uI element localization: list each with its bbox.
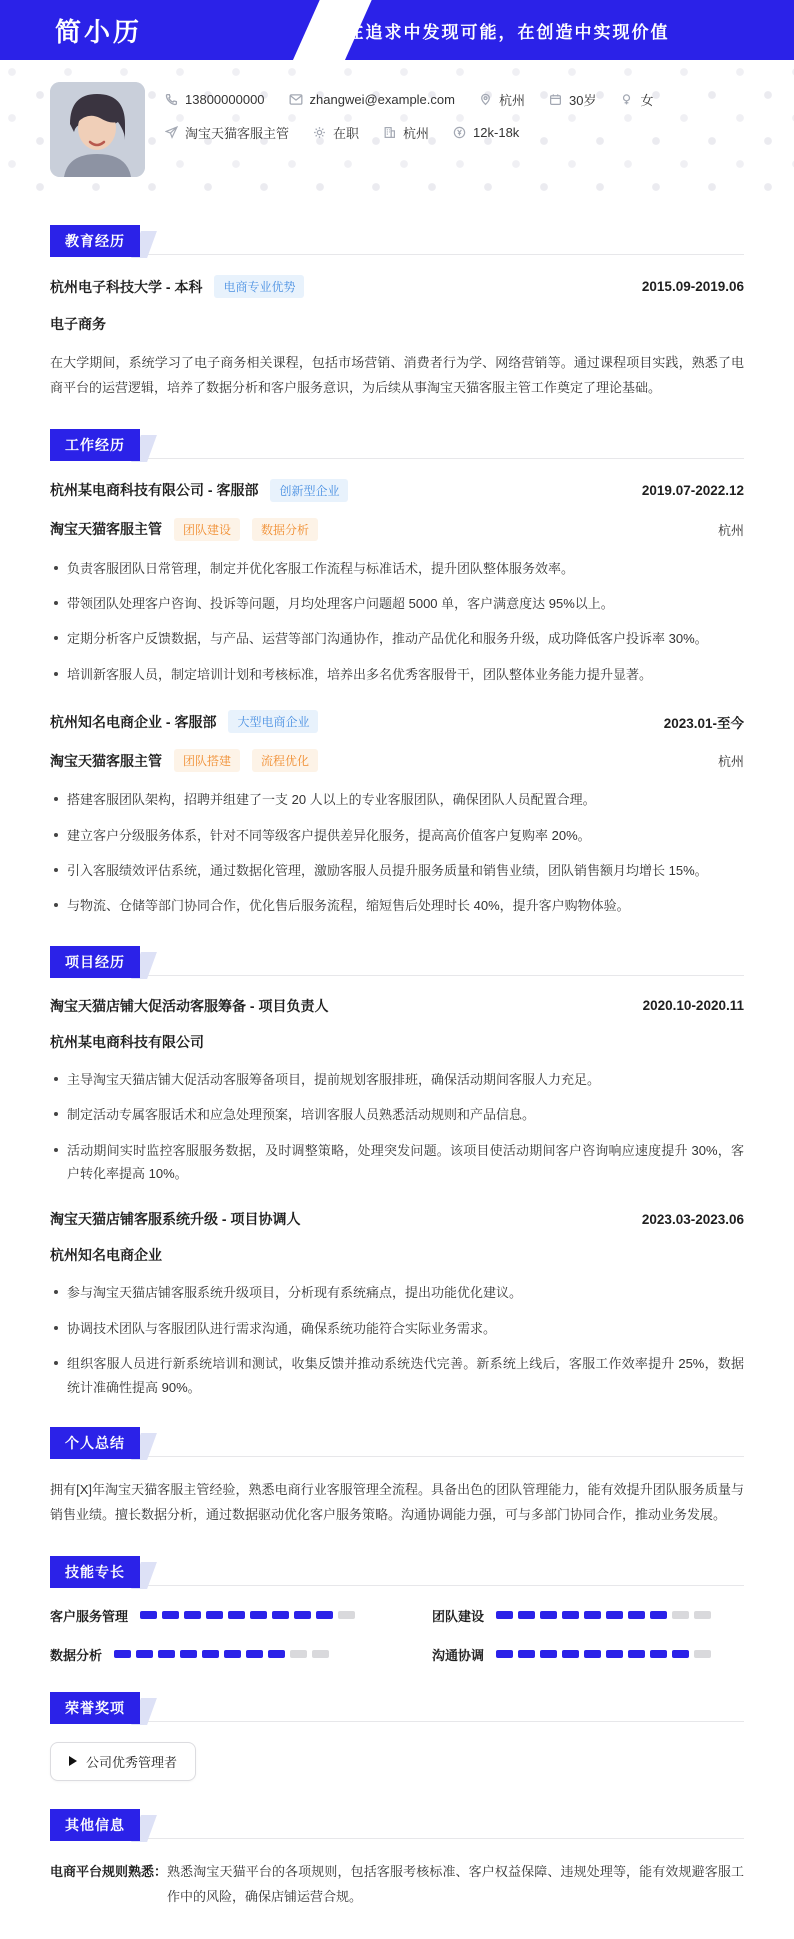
company-tag: 大型电商企业 bbox=[228, 710, 318, 733]
company-name: 杭州某电商科技有限公司 - 客服部 bbox=[50, 482, 259, 499]
honor-label: 公司优秀管理者 bbox=[86, 1754, 178, 1770]
top-banner bbox=[0, 0, 794, 60]
section-title: 工作经历 bbox=[50, 429, 140, 461]
location-field bbox=[479, 90, 525, 109]
section-title: 技能专长 bbox=[50, 1556, 140, 1588]
role-tag: 数据分析 bbox=[252, 518, 318, 541]
skill-item bbox=[432, 1645, 744, 1664]
section-header bbox=[50, 1556, 744, 1586]
project-date: 2023.03-2023.06 bbox=[641, 1211, 744, 1227]
profile-band bbox=[0, 60, 794, 197]
avatar-photo bbox=[50, 82, 145, 177]
skill-name: 团队建设 bbox=[432, 1608, 485, 1624]
job-status-field bbox=[313, 123, 359, 142]
project-bullets bbox=[50, 1068, 744, 1186]
bullet-item: 带领团队处理客户咨询、投诉等问题，月均处理客户问题超 5000 单，客户满意度达 95%以上。 bbox=[50, 592, 744, 615]
phone-icon bbox=[165, 93, 178, 106]
brand-tagline: 在追求中发现可能，在创造中实现价值 bbox=[346, 22, 670, 42]
work-entry bbox=[50, 710, 744, 918]
age-field bbox=[549, 90, 596, 109]
other-info-label: 电商平台规则熟悉： bbox=[50, 1863, 168, 1879]
section-header bbox=[50, 1427, 744, 1457]
project-date: 2020.10-2020.11 bbox=[642, 998, 744, 1014]
project-company: 杭州知名电商企业 bbox=[50, 1247, 162, 1264]
honor-badge bbox=[50, 1742, 196, 1781]
company-name: 杭州知名电商企业 - 客服部 bbox=[50, 713, 217, 730]
work-bullets bbox=[50, 788, 744, 918]
job-status-value: 在职 bbox=[333, 126, 360, 141]
bullet-item: 负责客服团队日常管理，制定并优化客服工作流程与标准话术，提升团队整体服务效率。 bbox=[50, 557, 744, 580]
section-honors bbox=[50, 1692, 744, 1781]
play-triangle-icon bbox=[69, 1756, 77, 1766]
bullet-item: 制定活动专属客服话术和应急处理预案，培训客服人员熟悉活动规则和产品信息。 bbox=[50, 1103, 744, 1126]
project-name: 淘宝天猫店铺客服系统升级 - 项目协调人 bbox=[50, 1211, 301, 1228]
bullet-item: 建立客户分级服务体系，针对不同等级客户提供差异化服务，提高高价值客户复购率 20%。 bbox=[50, 824, 744, 847]
role-title: 淘宝天猫客服主管 bbox=[50, 752, 162, 769]
email-value: zhangwei@example.com bbox=[309, 92, 455, 107]
work-entry bbox=[50, 479, 744, 687]
role-tag: 团队建设 bbox=[174, 518, 240, 541]
salary-icon bbox=[453, 126, 466, 139]
summary-text: 拥有[X]年淘宝天猫客服主管经验，熟悉电商行业客服管理全流程。具备出色的团队管理能力，能有效提升团队服务质量与销售业绩。擅长数据分析，通过数据驱动优化客户服务策略。沟通协调能力强，可与多部门协同合作，推动业务发展。 bbox=[50, 1481, 744, 1523]
role-tag: 流程优化 bbox=[252, 749, 318, 772]
section-title: 项目经历 bbox=[50, 946, 140, 978]
gender-icon bbox=[620, 93, 633, 106]
email-icon bbox=[289, 93, 303, 106]
other-info-text: 熟悉淘宝天猫平台的各项规则，包括客服考核标准、客户权益保障、违规处理等，能有效规避客服工作中的风险，确保店铺运营合规。 bbox=[167, 1863, 744, 1904]
education-tag: 电商专业优势 bbox=[214, 275, 304, 298]
skill-bar bbox=[140, 1611, 355, 1619]
project-name: 淘宝天猫店铺大促活动客服筹备 - 项目负责人 bbox=[50, 997, 329, 1014]
project-bullets bbox=[50, 1281, 744, 1399]
city-field bbox=[383, 123, 429, 142]
section-skills bbox=[50, 1556, 744, 1664]
skill-item bbox=[50, 1606, 362, 1625]
phone-value: 13800000000 bbox=[185, 92, 265, 107]
section-title: 个人总结 bbox=[50, 1427, 140, 1459]
job-title-value: 淘宝天猫客服主管 bbox=[185, 126, 290, 141]
section-header bbox=[50, 225, 744, 255]
skill-bar bbox=[496, 1650, 711, 1658]
company-tag: 创新型企业 bbox=[270, 479, 348, 502]
role-tag: 团队搭建 bbox=[174, 749, 240, 772]
bullet-item: 定期分析客户反馈数据，与产品、运营等部门沟通协作，推动产品优化和服务升级，成功降低客户投诉率 30%。 bbox=[50, 627, 744, 650]
work-location: 杭州 bbox=[717, 754, 744, 770]
role-title: 淘宝天猫客服主管 bbox=[50, 521, 162, 538]
skill-name: 数据分析 bbox=[50, 1647, 103, 1663]
section-projects bbox=[50, 946, 744, 1399]
section-summary bbox=[50, 1427, 744, 1528]
section-header bbox=[50, 429, 744, 459]
status-gear-icon bbox=[313, 126, 326, 139]
skill-name: 客户服务管理 bbox=[50, 1608, 129, 1624]
brand-logo: 简小历 bbox=[55, 16, 143, 47]
work-date: 2019.07-2022.12 bbox=[641, 482, 744, 498]
project-entry bbox=[50, 996, 744, 1186]
project-entry bbox=[50, 1209, 744, 1399]
salary-field bbox=[453, 125, 519, 140]
section-header bbox=[50, 1809, 744, 1839]
building-icon bbox=[383, 126, 396, 139]
contact-info bbox=[165, 82, 677, 177]
section-education bbox=[50, 225, 744, 401]
skill-item bbox=[50, 1645, 362, 1664]
bullet-item: 参与淘宝天猫店铺客服系统升级项目，分析现有系统痛点，提出功能优化建议。 bbox=[50, 1281, 744, 1304]
other-info-row bbox=[50, 1859, 744, 1910]
location-pin-icon bbox=[479, 93, 492, 106]
section-title: 其他信息 bbox=[50, 1809, 140, 1841]
skills-grid bbox=[50, 1606, 744, 1664]
bullet-item: 主导淘宝天猫店铺大促活动客服筹备项目，提前规划客服排班，确保活动期间客服人力充足。 bbox=[50, 1068, 744, 1091]
bullet-item: 组织客服人员进行新系统培训和测试，收集反馈并推动系统迭代完善。新系统上线后，客服工作效率提升 25%，数据统计准确性提高 90%。 bbox=[50, 1352, 744, 1399]
phone-field bbox=[165, 92, 265, 107]
skill-bar bbox=[496, 1611, 711, 1619]
work-location: 杭州 bbox=[717, 522, 744, 538]
bullet-item: 与物流、仓储等部门协同合作，优化售后服务流程，缩短售后处理时长 40%，提升客户购物体验。 bbox=[50, 894, 744, 917]
age-value: 30岁 bbox=[568, 93, 597, 108]
section-title: 教育经历 bbox=[50, 225, 140, 257]
salary-value: 12k-18k bbox=[473, 125, 520, 140]
bullet-item: 培训新客服人员，制定培训计划和考核标准，培养出多名优秀客服骨干，团队整体业务能力提升显著。 bbox=[50, 663, 744, 686]
job-title-field bbox=[165, 123, 289, 142]
skill-name: 沟通协调 bbox=[432, 1647, 485, 1663]
work-date: 2023.01-至今 bbox=[663, 715, 744, 731]
section-header bbox=[50, 946, 744, 976]
section-header bbox=[50, 1692, 744, 1722]
email-field bbox=[289, 92, 455, 107]
gender-value: 女 bbox=[640, 93, 654, 108]
bullet-item: 引入客服绩效评估系统，通过数据化管理，激励客服人员提升服务质量和销售业绩，团队销售额月均增长 15%。 bbox=[50, 859, 744, 882]
resume-body bbox=[0, 225, 794, 1939]
work-bullets bbox=[50, 557, 744, 687]
education-entry bbox=[50, 275, 744, 401]
section-title: 荣誉奖项 bbox=[50, 1692, 140, 1724]
education-major: 电子商务 bbox=[50, 316, 106, 332]
school-name: 杭州电子科技大学 - 本科 bbox=[50, 278, 203, 295]
paper-plane-icon bbox=[165, 126, 178, 139]
education-description: 在大学期间，系统学习了电子商务相关课程，包括市场营销、消费者行为学、网络营销等。通过课程项目实践，熟悉了电商平台的运营逻辑，培养了数据分析和客户服务意识，为后续从事淘宝天猫客服主管工作奠定了理论基础。 bbox=[50, 355, 744, 396]
section-work bbox=[50, 429, 744, 918]
calendar-icon bbox=[549, 93, 562, 106]
city-value: 杭州 bbox=[403, 126, 430, 141]
education-date: 2015.09-2019.06 bbox=[641, 279, 744, 294]
skill-bar bbox=[114, 1650, 329, 1658]
section-other bbox=[50, 1809, 744, 1910]
bullet-item: 活动期间实时监控客服服务数据，及时调整策略，处理突发问题。该项目使活动期间客户咨询响应速度提升 30%，客户转化率提高 10%。 bbox=[50, 1139, 744, 1186]
skill-item bbox=[432, 1606, 744, 1625]
gender-field bbox=[620, 90, 653, 109]
location-value: 杭州 bbox=[498, 93, 525, 108]
project-company: 杭州某电商科技有限公司 bbox=[50, 1033, 204, 1050]
bullet-item: 协调技术团队与客服团队进行需求沟通，确保系统功能符合实际业务需求。 bbox=[50, 1317, 744, 1340]
bullet-item: 搭建客服团队架构，招聘并组建了一支 20 人以上的专业客服团队，确保团队人员配置合理。 bbox=[50, 788, 744, 811]
